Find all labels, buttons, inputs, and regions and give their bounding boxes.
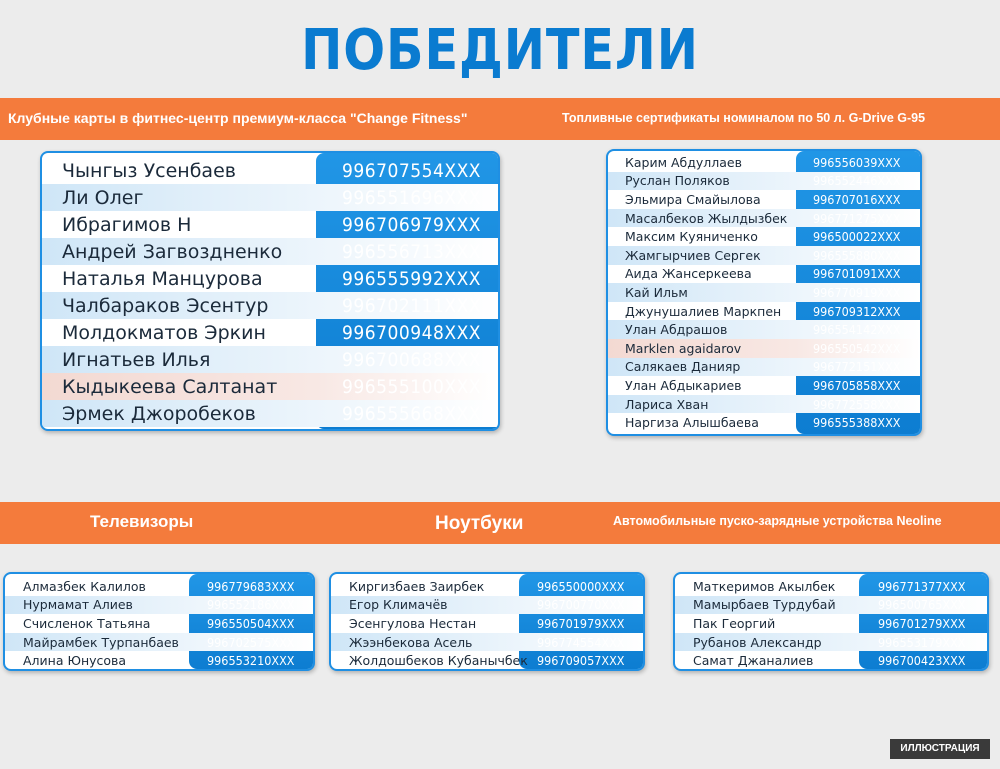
winner-name: Салякаев Данияр — [625, 359, 741, 375]
fitness-winner-row — [42, 319, 498, 346]
winner-phone: 996500022XXX — [813, 229, 901, 245]
laptops-winner-row — [331, 614, 643, 633]
winner-name: Алина Юнусова — [23, 653, 127, 669]
illustration-watermark: ИЛЛЮСТРАЦИЯ — [890, 739, 990, 759]
fitness-winner-row — [42, 373, 498, 400]
winner-phone: 996555668XXX — [342, 402, 481, 425]
fuel-winner-row — [608, 339, 920, 358]
fitness-winner-row — [42, 346, 498, 373]
fitness-winner-row — [42, 184, 498, 211]
fuel-category-label: Топливные сертификаты номиналом по 50 л. G-Drive G-95 — [562, 111, 926, 125]
winner-name: Жамгырчиев Сергек — [625, 247, 761, 263]
winner-name: Пак Георгий — [693, 615, 776, 631]
winner-phone: 996700948XXX — [342, 321, 481, 344]
fitness-winner-row — [42, 238, 498, 265]
chargers-winner-row — [675, 651, 987, 670]
winner-phone: 996701279XXX — [878, 615, 966, 631]
tv-winner-row — [5, 596, 313, 615]
winner-phone: 996771275XXX — [813, 210, 901, 226]
tv-winner-row — [5, 614, 313, 633]
fuel-winner-row — [608, 376, 920, 395]
winner-phone: 996702575XXX — [207, 634, 295, 650]
winner-name: Руслан Поляков — [625, 173, 730, 189]
winner-phone: 996709057XXX — [537, 653, 625, 669]
winner-phone: 996556039XXX — [813, 154, 901, 170]
fuel-winner-row — [608, 358, 920, 377]
chargers-category-label: Автомобильные пуско-зарядные устройства Neoline — [613, 514, 942, 528]
fuel-winner-row — [608, 153, 920, 172]
winner-phone: 996550000XXX — [537, 578, 625, 594]
laptops-category-label: Ноутбуки — [435, 513, 524, 534]
winner-name: Ибрагимов Н — [62, 213, 192, 236]
winner-phone: 996552186XXX — [207, 597, 295, 613]
winner-phone: 996772151XXX — [813, 359, 901, 375]
fitness-winner-row — [42, 265, 498, 292]
winner-phone: 996556713XXX — [342, 240, 481, 263]
winner-phone: 996555880XXX — [813, 247, 901, 263]
winner-phone: 996555992XXX — [342, 267, 481, 290]
fitness-category-label: Клубные карты в фитнес-центр премиум-класса "Change Fitness" — [8, 110, 468, 126]
chargers-winner-row — [675, 577, 987, 596]
fitness-winners-card — [40, 151, 500, 431]
winner-name: Егор Климачёв — [349, 597, 448, 613]
winner-name: Лариса Хван — [625, 396, 709, 412]
winner-phone: 996705858XXX — [813, 377, 901, 393]
winner-phone: 996706979XXX — [342, 213, 481, 236]
winner-name: Мамырбаев Турдубай — [693, 597, 836, 613]
winner-name: Жолдошбеков Кубанычбек — [349, 653, 528, 669]
winner-phone: 996771377XXX — [878, 578, 966, 594]
winner-phone: 996700423XXX — [878, 653, 966, 669]
tv-winners-card — [3, 572, 315, 671]
winner-name: Улан Абдрашов — [625, 322, 728, 338]
winner-name: Рубанов Александр — [693, 634, 822, 650]
winner-name: Киргизбаев Заирбек — [349, 578, 485, 594]
winner-name: Ли Олег — [62, 186, 144, 209]
fuel-winner-row — [608, 172, 920, 191]
chargers-winner-row — [675, 633, 987, 652]
winner-phone: 996709312XXX — [813, 303, 901, 319]
winner-phone: 996550542XXX — [813, 340, 901, 356]
winner-phone: 996700688XXX — [342, 348, 481, 371]
winner-phone: 996553179XXX — [878, 634, 966, 650]
winner-phone: 996552446XXX — [813, 173, 901, 189]
winner-name: Счисленок Татьяна — [23, 615, 151, 631]
winner-name: Наргиза Алышбаева — [625, 415, 759, 431]
winner-name: Карим Абдуллаев — [625, 154, 742, 170]
winner-phone: 996707554XXX — [342, 159, 481, 182]
tv-category-label: Телевизоры — [90, 512, 194, 531]
chargers-winner-row — [675, 614, 987, 633]
page-title: ПОБЕДИТЕЛИ — [301, 18, 699, 83]
winner-name: Эсенгулова Нестан — [349, 615, 477, 631]
laptops-winner-row — [331, 633, 643, 652]
winner-phone: 996702111XXX — [342, 294, 481, 317]
fuel-winner-row — [608, 413, 920, 432]
winner-phone: 996779683XXX — [207, 578, 295, 594]
winner-phone: 996774554XXX — [537, 634, 625, 650]
fitness-winner-row — [42, 157, 498, 184]
category-band-bottom — [0, 502, 1000, 544]
winner-name: Игнатьев Илья — [62, 348, 211, 371]
winner-name: Масалбеков Жылдызбек — [625, 210, 788, 226]
laptops-winners-card — [329, 572, 645, 671]
fuel-winner-row — [608, 283, 920, 302]
winner-name: Чынгыз Усенбаев — [62, 159, 236, 182]
winner-name: Эльмира Смайылова — [625, 191, 761, 207]
winner-name: Аида Жансеркеева — [625, 266, 752, 282]
winner-name: Молдокматов Эркин — [62, 321, 266, 344]
winner-name: Майрамбек Турпанбаев — [23, 634, 179, 650]
winner-phone: 996700770XXX — [537, 597, 625, 613]
winner-phone: 996554142XXX — [813, 322, 901, 338]
fuel-winner-row — [608, 320, 920, 339]
winner-phone: 996772558XXX — [813, 396, 901, 412]
fuel-winner-row — [608, 265, 920, 284]
winner-name: Максим Куяниченко — [625, 229, 758, 245]
winner-phone: 996707016XXX — [813, 191, 901, 207]
tv-winner-row — [5, 633, 313, 652]
winner-name: Наталья Манцурова — [62, 267, 263, 290]
winner-name: Улан Абдыкариев — [625, 377, 742, 393]
winner-name: Чалбараков Эсентур — [62, 294, 269, 317]
winner-name: Кай Ильм — [625, 284, 688, 300]
chargers-winner-row — [675, 596, 987, 615]
winner-phone: 996550504XXX — [207, 615, 295, 631]
tv-winner-row — [5, 577, 313, 596]
fuel-winners-card — [606, 149, 922, 436]
tv-winner-row — [5, 651, 313, 670]
fitness-winner-row — [42, 211, 498, 238]
winner-phone: 996553210XXX — [207, 653, 295, 669]
winner-name: Джунушалиев Маркпен — [625, 303, 782, 319]
fitness-winner-row — [42, 400, 498, 427]
winner-phone: 996555100XXX — [342, 375, 481, 398]
winner-name: Алмазбек Калилов — [23, 578, 146, 594]
winner-name: Эрмек Джоробеков — [62, 402, 256, 425]
fuel-winner-row — [608, 190, 920, 209]
fitness-winner-row — [42, 292, 498, 319]
fuel-winner-row — [608, 209, 920, 228]
winner-phone: 996770919XXX — [813, 284, 901, 300]
winner-phone: 996701091XXX — [813, 266, 901, 282]
winner-phone: 996551696XXX — [342, 186, 481, 209]
winner-name: Marklen agaidarov — [625, 340, 742, 356]
winner-phone: 996555388XXX — [813, 415, 901, 431]
fuel-winner-row — [608, 246, 920, 265]
category-band-top — [0, 98, 1000, 140]
winner-name: Андрей Загвозднeнко — [62, 240, 283, 263]
laptops-winner-row — [331, 577, 643, 596]
fuel-winner-row — [608, 395, 920, 414]
fuel-winner-row — [608, 302, 920, 321]
winner-phone: 996500765XXX — [878, 597, 966, 613]
winner-name: Нурмамат Алиев — [23, 597, 133, 613]
winner-name: Самат Джаналиев — [693, 653, 814, 669]
winner-name: Кыдыкеева Салтанат — [62, 375, 278, 398]
chargers-winners-card — [673, 572, 989, 671]
winner-name: Маткеримов Акылбек — [693, 578, 836, 594]
winner-phone: 996701979XXX — [537, 615, 625, 631]
laptops-winner-row — [331, 596, 643, 615]
fuel-winner-row — [608, 227, 920, 246]
winner-name: Жээнбекова Асель — [349, 634, 473, 650]
laptops-winner-row — [331, 651, 643, 670]
